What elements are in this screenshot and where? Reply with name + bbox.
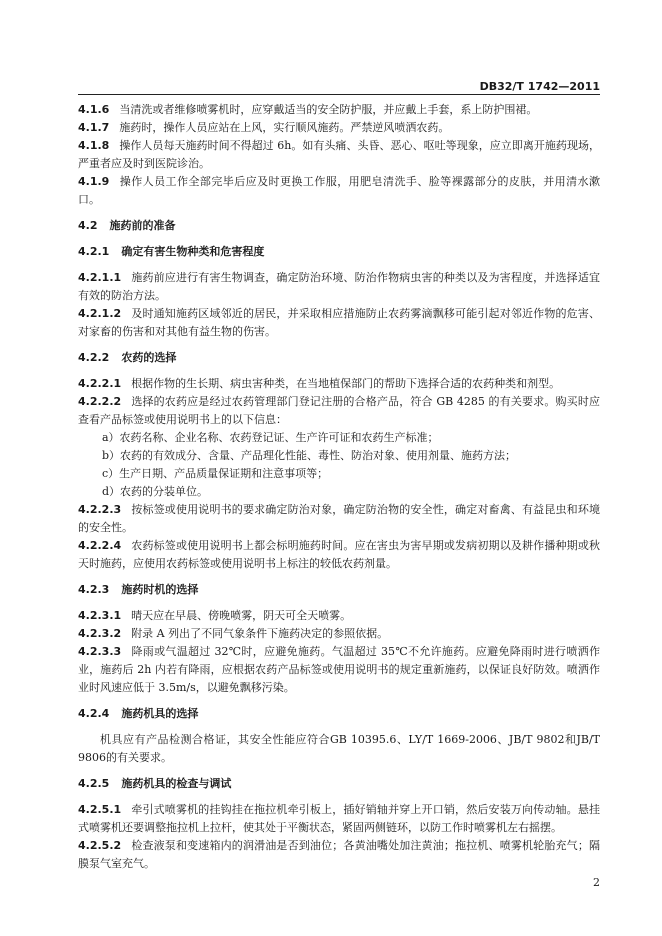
clause-number: 4.2.5.2 [78,839,122,852]
list-item-b: b）农药的有效成分、含量、产品理化性能、毒性、防治对象、使用剂量、施药方法； [102,449,517,462]
clause-4-2-2-2 [78,393,600,429]
clause-4-2-2-3 [78,501,600,537]
clause-text: 施药前应进行有害生物调查，确定防治环境、防治作物病虫害的种类以及为害程度，并选择适宜有效的防治方法。 [78,271,600,302]
clause-text: 牵引式喷雾机的挂钩挂在拖拉机牵引板上，插好销轴并穿上开口销，然后安装万向传动轴。悬挂式喷雾机还要调整拖拉机上拉杆，使其处于平衡状态，紧固两侧链环，以防工作时喷雾机左右摇摆。 [78,803,600,834]
list-item-d: d）农药的分装单位。 [102,485,209,498]
heading-number: 4.2.5 [78,777,110,790]
section-heading-4-2 [78,217,600,235]
clause-text: 施药时，操作人员应站在上风，实行顺风施药。严禁逆风喷洒农药。 [119,121,450,134]
heading-text: 确定有害生物种类和危害程度 [121,245,265,258]
clause-4-2-3-3 [78,643,600,697]
clause-number: 4.1.6 [78,103,110,116]
clause-number: 4.2.3.3 [78,645,122,658]
clause-number: 4.1.8 [78,139,110,152]
clause-4-2-5-1 [78,801,600,837]
heading-text: 施药机具的检查与调试 [121,777,232,790]
heading-number: 4.2.1 [78,245,110,258]
clause-4-2-3-2 [78,625,600,643]
heading-number: 4.2.3 [78,583,110,596]
clause-text: 检查液泵和变速箱内的润滑油是否到油位；各黄油嘴处加注黄油；拖拉机、喷雾机轮胎充气；隔膜泵气室充气。 [78,839,600,870]
clause-4-2-4-body: 机具应有产品检测合格证，其安全性能应符合GB 10395.6、LY/T 1669-2006、JB/T 9802和JB/T 9806的有关要求。 [78,733,600,764]
clause-text: 降雨或气温超过 32℃时，应避免施药。气温超过 35℃不允许施药。应避免降雨时进行喷洒作业，施药后 2h 内若有降雨，应根据农药产品标签或使用说明书的规定重新施药，以保证良好防效。喷洒作业时风速应低于 3.5m/s，以避免飘移污染。 [78,645,600,694]
clause-4-2-3-1 [78,607,600,625]
clause-4-2-1-2 [78,305,600,341]
heading-number: 4.2 [78,219,98,232]
clause-number: 4.2.2.4 [78,539,122,552]
clause-text: 晴天应在早晨、傍晚喷雾，阴天可全天喷雾。 [131,609,352,622]
section-heading-4-2-4 [78,705,600,723]
clause-4-2-2-4 [78,537,600,573]
clause-4-1-9 [78,173,600,209]
list-item-c: c）生产日期、产品质量保证期和注意事项等； [102,467,329,480]
clause-text: 选择的农药应是经过农药管理部门登记注册的合格产品，符合 GB 4285 的有关要求。购买时应查看产品标签或使用说明书上的以下信息： [78,395,600,426]
document-id-header: DB32/T 1742—2011 [479,80,600,93]
clause-text: 及时通知施药区域邻近的居民，并采取相应措施防止农药雾滴飘移可能引起对邻近作物的危害、对家畜的伤害和对其他有益生物的伤害。 [78,307,600,338]
section-heading-4-2-2 [78,349,600,367]
page-number: 2 [593,876,600,889]
heading-text: 农药的选择 [121,351,177,364]
clause-text: 农药标签或使用说明书上都会标明施药时间。应在害虫为害早期或发病初期以及耕作播种期或秋天时施药，应使用农药标签或使用说明书上标注的较低农药剂量。 [78,539,600,570]
heading-number: 4.2.2 [78,351,110,364]
clause-number: 4.1.7 [78,121,110,134]
clause-text: 当清洗或者维修喷雾机时，应穿戴适当的安全防护服，并应戴上手套，系上防护围裙。 [119,103,538,116]
header-rule [78,94,600,95]
clause-number: 4.2.3.1 [78,609,122,622]
clause-4-2-5-2 [78,837,600,873]
clause-number: 4.2.2.1 [78,377,122,390]
clause-number: 4.2.1.1 [78,271,122,284]
heading-number: 4.2.4 [78,707,110,720]
clause-4-2-1-1 [78,269,600,305]
heading-text: 施药前的准备 [109,219,176,232]
clause-text: 操作人员每天施药时间不得超过 6h。如有头痛、头昏、恶心、呕吐等现象，应立即离开施药现场，严重者应及时到医院诊治。 [78,139,600,170]
section-heading-4-2-3 [78,581,600,599]
heading-text: 施药时机的选择 [121,583,199,596]
clause-4-2-2-1 [78,375,600,393]
clause-number: 4.2.2.3 [78,503,122,516]
clause-4-1-8 [78,137,600,173]
clause-number: 4.2.5.1 [78,803,122,816]
clause-text: 操作人员工作全部完毕后应及时更换工作服，用肥皂清洗手、脸等裸露部分的皮肤，并用清水漱口。 [78,175,600,206]
clause-number: 4.2.1.2 [78,307,122,320]
clause-number: 4.2.3.2 [78,627,122,640]
clause-number: 4.1.9 [78,175,110,188]
clause-text: 按标签或使用说明书的要求确定防治对象，确定防治物的安全性，确定对畜禽、有益昆虫和环境的安全性。 [78,503,600,534]
clause-4-1-6 [78,101,600,119]
heading-text: 施药机具的选择 [121,707,199,720]
document-body [78,101,600,873]
clause-text: 附录 A 列出了不同气象条件下施药决定的参照依据。 [131,627,389,640]
section-heading-4-2-1 [78,243,600,261]
section-heading-4-2-5 [78,775,600,793]
clause-number: 4.2.2.2 [78,395,122,408]
list-item-a: a）农药名称、企业名称、农药登记证、生产许可证和农药生产标准； [102,431,439,444]
clause-4-1-7 [78,119,600,137]
clause-text: 根据作物的生长期、病虫害种类，在当地植保部门的帮助下选择合适的农药种类和剂型。 [131,377,561,390]
